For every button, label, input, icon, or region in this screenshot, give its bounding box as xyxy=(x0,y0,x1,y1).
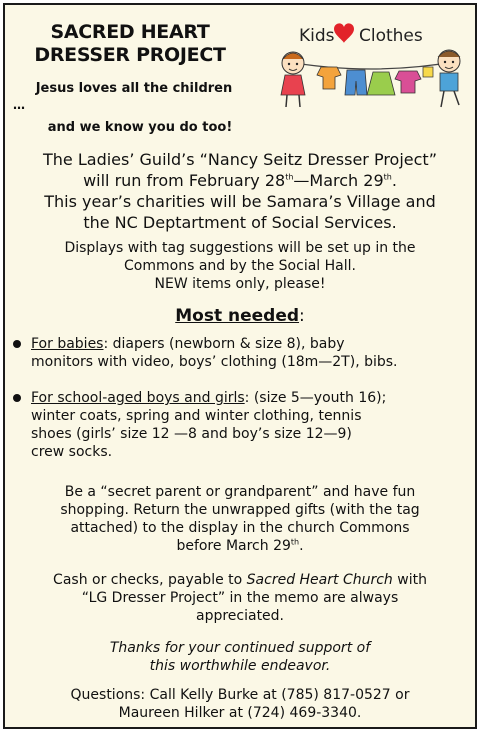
bullet-school-aged: For school-aged boys and girls: (size 5—youth 16); winter coats, spring and winter clothing, tennis shoes (girls’ size 12 —8 and boy’s size 12—9) crew socks. xyxy=(31,389,471,461)
kids-clothes-logo xyxy=(271,17,471,117)
displays-paragraph xyxy=(13,239,467,293)
displays-line-2: Commons and by the Social Hall. xyxy=(124,258,356,274)
thanks-paragraph: Thanks for your continued support of this worthwhile endeavor. xyxy=(109,640,371,674)
secret-parent-paragraph: Be a “secret parent or grandparent” and have fun shopping. Return the unwrapped gifts (with the tag attached) to the display in the church Commons before March 29th. xyxy=(60,484,420,554)
title-line-1: SACRED HEART xyxy=(50,21,210,43)
logo-text-clothes: Clothes xyxy=(359,26,423,46)
title-line-2: DRESSER PROJECT xyxy=(34,44,226,66)
heart-icon xyxy=(334,23,354,43)
intro-line-1: The Ladies’ Guild’s “Nancy Seitz Dresser Project” xyxy=(43,150,437,169)
tagline-1: Jesus loves all the children xyxy=(35,81,233,96)
bullet-dot-icon xyxy=(13,340,21,348)
intro-line-2: will run from February 28th—March 29th. xyxy=(83,171,397,190)
kid-right-icon xyxy=(438,50,460,107)
questions-contact: Questions: Call Kelly Burke at (785) 817-0527 or Maureen Hilker at (724) 469-3340. xyxy=(70,687,410,721)
bullet-babies: For babies: diapers (newborn & size 8), baby monitors with video, boys’ clothing (18m—2T), bibs. xyxy=(31,335,471,371)
tagline-ellipsis: … xyxy=(13,98,25,112)
bullet-dot-icon xyxy=(13,394,21,402)
logo-text-kids: Kids xyxy=(299,26,335,46)
cash-checks-paragraph: Cash or checks, payable to Sacred Heart Church with “LG Dresser Project” in the memo are always appreciated. xyxy=(53,572,427,624)
flyer-frame xyxy=(3,3,477,729)
displays-line-3: NEW items only, please! xyxy=(154,276,326,292)
clothes-items-icon xyxy=(317,67,433,95)
intro-line-3: This year’s charities will be Samara’s Village and xyxy=(44,192,436,211)
intro-line-4: the NC Deptartment of Social Services. xyxy=(83,213,397,232)
displays-line-1: Displays with tag suggestions will be set up in the xyxy=(64,240,416,256)
flyer-title xyxy=(5,21,255,67)
intro-paragraph xyxy=(13,149,467,233)
kid-left-icon xyxy=(281,52,305,107)
most-needed-heading: Most needed: xyxy=(175,306,305,326)
tagline-2: and we know you do too! xyxy=(47,120,233,135)
